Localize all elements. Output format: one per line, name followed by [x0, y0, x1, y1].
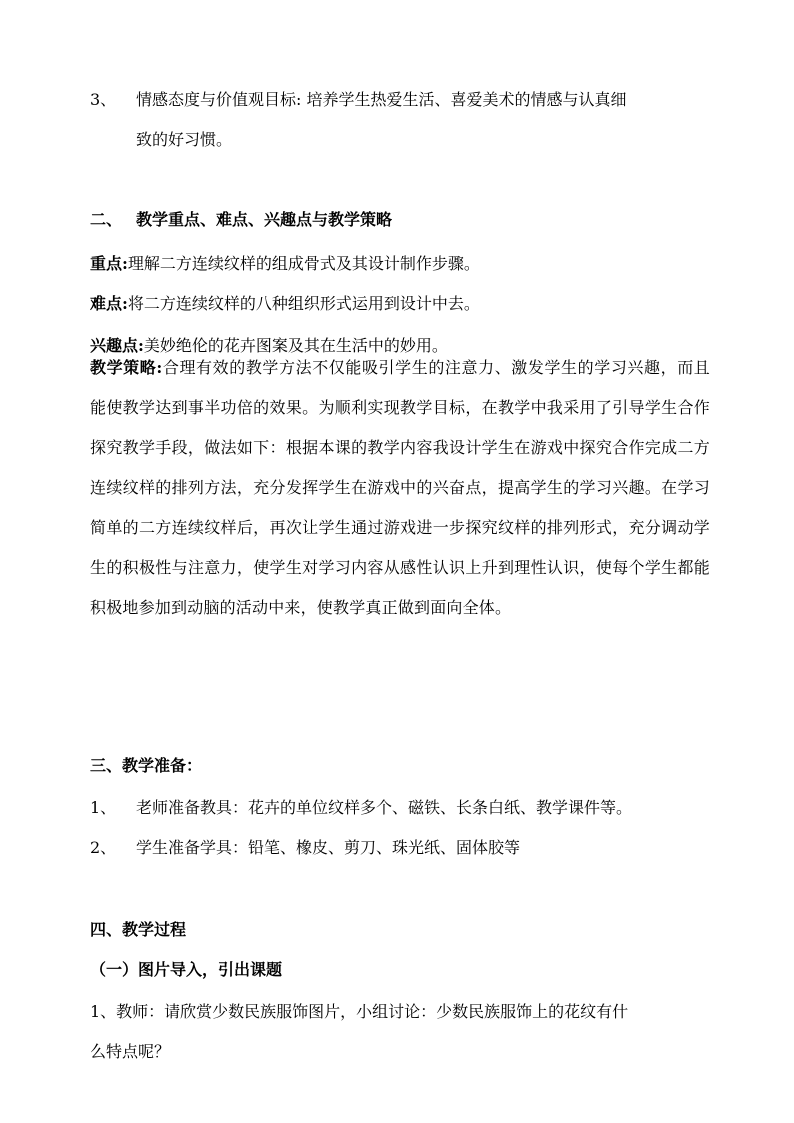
key-point-paragraph — [90, 252, 480, 276]
strategy-paragraph — [90, 348, 710, 628]
item-number: 3、 — [90, 90, 117, 109]
process-line-continued: 么特点呢？ — [90, 1042, 171, 1061]
objective-line: 情感态度与价值观目标: 培养学生热爱生活、喜爱美术的情感与认真细 — [136, 90, 627, 109]
section-heading-number: 二、 — [90, 210, 123, 229]
difficulty-paragraph — [90, 292, 480, 316]
strategy-text: 合理有效的教学方法不仅能吸引学生的注意力、激发学生的学习兴趣，而且能使教学达到事半功倍的效果。为顺利实现教学目标，在教学中我采用了引导学生合作探究教学手段，做法如下：根据本课的教学内容我设计学生在游戏中探究合作完成二方连续纹样的排列方法，充分发挥学生在游戏中的兴奋点，提高学生的学习兴趣。在学习简单的二方连续纹样后，再次让学生通过游戏进一步探究纹样的排列形式，充分调动学生的积极性与注意力，使学生对学习内容从感性认识上升到理性认识，使每个学生都能积极地参加到动脑的活动中来，使教学真正做到面向全体。 — [90, 358, 710, 617]
key-point-text: 理解二方连续纹样的组成骨式及其设计制作步骤。 — [127, 254, 480, 273]
difficulty-label: 难点: — [90, 294, 128, 313]
section-heading: 四、教学过程 — [90, 920, 187, 939]
key-point-label: 重点: — [90, 254, 128, 273]
section-heading: 三、教学准备： — [90, 756, 203, 775]
difficulty-text: 将二方连续纹样的八种组织形式运用到设计中去。 — [127, 294, 480, 313]
interest-text: 美妙绝伦的花卉图案及其在生活中的妙用。 — [143, 336, 448, 355]
strategy-label: 教学策略: — [90, 358, 163, 377]
item-number: 2、 — [90, 838, 117, 857]
process-line: 1、教师：请欣赏少数民族服饰图片，小组讨论：少数民族服饰上的花纹有什 — [90, 1002, 629, 1021]
objective-line-continued: 致的好习惯。 — [136, 130, 233, 149]
subsection-heading: （一）图片导入，引出课题 — [90, 960, 283, 979]
interest-label: 兴趣点: — [90, 336, 144, 355]
item-number: 1、 — [90, 798, 117, 817]
section-heading: 教学重点、难点、兴趣点与教学策略 — [136, 210, 393, 229]
list-item: 老师准备教具：花卉的单位纹样多个、磁铁、长条白纸、教学课件等。 — [136, 798, 633, 817]
list-item: 学生准备学具：铅笔、橡皮、剪刀、珠光纸、固体胶等 — [136, 838, 521, 857]
